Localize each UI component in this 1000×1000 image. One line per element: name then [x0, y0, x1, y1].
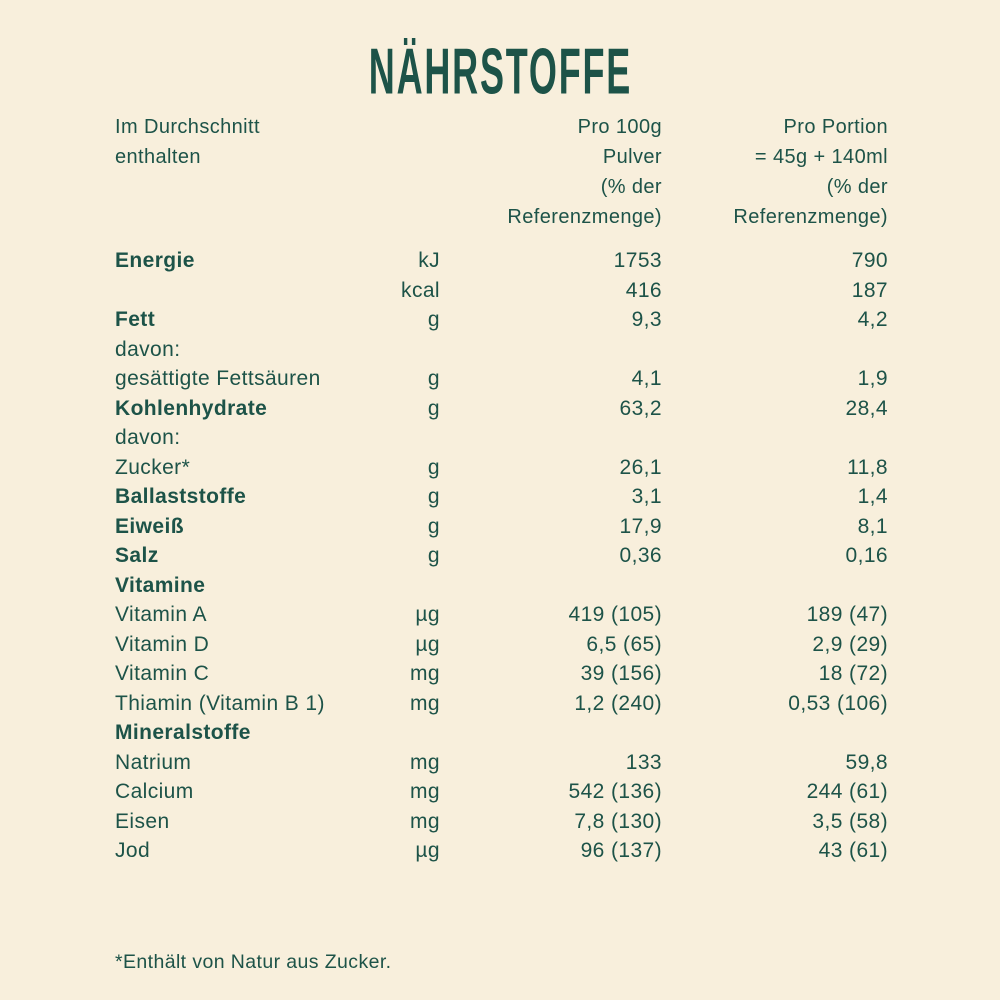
row-per100-value: 3,1 — [631, 485, 662, 508]
table-row — [115, 246, 888, 276]
row-label: Natrium — [115, 750, 192, 774]
row-portion-value: 244 (61) — [806, 780, 888, 803]
row-per100-value: 542 (136) — [568, 780, 662, 803]
row-per100-value: 96 (137) — [580, 839, 662, 862]
table-row — [115, 423, 888, 453]
table-row — [115, 276, 888, 306]
header-portion-line: Referenzmenge) — [733, 206, 888, 228]
header-unit-column — [350, 112, 440, 232]
row-per100-value — [440, 423, 662, 453]
header-portion-line: Pro Portion — [783, 116, 888, 138]
row-label: Eiweiß — [115, 514, 184, 538]
row-per100-value: 4,1 — [631, 367, 662, 390]
row-per100-value: 9,3 — [631, 308, 662, 331]
row-portion-value: 0,53 (106) — [788, 691, 888, 715]
row-portion-value: 59,8 — [845, 750, 888, 774]
sugar-footnote: *Enthält von Natur aus Zucker. — [115, 951, 392, 973]
table-row — [115, 394, 888, 424]
row-unit: µg — [415, 632, 440, 656]
row-portion-value: 28,4 — [845, 396, 888, 420]
row-portion-value — [662, 335, 888, 365]
header-portion-line: (% der — [826, 176, 888, 198]
table-row — [115, 541, 888, 571]
row-unit: g — [427, 485, 440, 508]
row-portion-value: 1,4 — [857, 485, 888, 508]
row-per100-value: 0,36 — [619, 544, 662, 567]
header-left-line: enthalten — [115, 146, 201, 168]
row-portion-value — [662, 423, 888, 453]
row-unit: g — [427, 367, 440, 390]
section-label: Mineralstoffe — [115, 721, 251, 744]
row-label: Vitamin C — [115, 662, 210, 685]
table-row — [115, 335, 888, 365]
row-unit — [350, 423, 440, 453]
row-portion-value: 8,1 — [857, 514, 888, 538]
row-label: Zucker* — [115, 455, 191, 479]
row-per100-value — [440, 718, 662, 748]
nutrition-table — [115, 246, 888, 866]
header-left-line: Im Durchschnitt — [115, 116, 260, 138]
table-row — [115, 305, 888, 335]
row-label: Salz — [115, 544, 159, 567]
header-left-column — [115, 112, 350, 232]
row-portion-value: 43 (61) — [818, 839, 888, 862]
row-unit — [350, 335, 440, 365]
page-title: NÄHRSTOFFE — [368, 35, 632, 108]
row-per100-value: 419 (105) — [568, 603, 662, 626]
row-portion-value: 0,16 — [845, 544, 888, 567]
row-portion-value — [662, 571, 888, 601]
header-portion-column — [662, 112, 888, 232]
row-unit: mg — [410, 809, 440, 833]
row-portion-value: 11,8 — [847, 455, 888, 479]
section-row-minerals — [115, 718, 888, 748]
table-row — [115, 777, 888, 807]
table-row — [115, 600, 888, 630]
row-unit: mg — [410, 780, 440, 803]
section-row-vitamins — [115, 571, 888, 601]
row-per100-value: 63,2 — [619, 396, 662, 420]
row-label: Vitamin A — [115, 603, 207, 626]
row-per100-value: 6,5 (65) — [586, 632, 662, 656]
row-unit: kJ — [418, 249, 440, 272]
header-per100-line: Referenzmenge) — [507, 206, 662, 228]
row-unit: µg — [415, 603, 440, 626]
row-label — [115, 276, 350, 306]
row-label: Energie — [115, 249, 195, 272]
row-portion-value: 3,5 (58) — [812, 809, 888, 833]
row-label: Ballaststoffe — [115, 485, 247, 508]
header-per100-line: (% der — [600, 176, 662, 198]
header-per100-column — [440, 112, 662, 232]
row-unit: mg — [410, 691, 440, 715]
table-row — [115, 512, 888, 542]
row-label: Vitamin D — [115, 632, 210, 656]
row-per100-value: 7,8 (130) — [574, 809, 662, 833]
row-label: Calcium — [115, 780, 194, 803]
row-label: Fett — [115, 308, 156, 331]
row-label: davon: — [115, 337, 181, 361]
row-label: Eisen — [115, 809, 170, 833]
row-unit: g — [427, 396, 440, 420]
header-portion-line: = 45g + 140ml — [754, 146, 888, 168]
row-label: Thiamin (Vitamin B 1) — [115, 691, 325, 715]
row-per100-value: 39 (156) — [580, 662, 662, 685]
row-portion-value — [662, 718, 888, 748]
row-per100-value: 133 — [625, 750, 662, 774]
row-portion-value: 1,9 — [857, 367, 888, 390]
table-header — [115, 112, 888, 232]
row-unit: mg — [410, 662, 440, 685]
table-row — [115, 689, 888, 719]
header-per100-line: Pulver — [602, 146, 662, 168]
row-unit: mg — [410, 750, 440, 774]
row-per100-value: 416 — [625, 278, 662, 302]
row-per100-value: 26,1 — [619, 455, 662, 479]
row-label: gesättigte Fettsäuren — [115, 367, 321, 390]
row-portion-value: 790 — [851, 249, 888, 272]
row-label: Jod — [115, 839, 151, 862]
table-row — [115, 630, 888, 660]
row-unit — [350, 571, 440, 601]
row-portion-value: 187 — [851, 278, 888, 302]
table-row — [115, 807, 888, 837]
row-per100-value — [440, 335, 662, 365]
section-label: Vitamine — [115, 573, 206, 597]
table-row — [115, 748, 888, 778]
row-portion-value: 18 (72) — [818, 662, 888, 685]
row-portion-value: 4,2 — [857, 308, 888, 331]
header-per100-line: Pro 100g — [577, 116, 662, 138]
table-row — [115, 482, 888, 512]
row-per100-value: 17,9 — [619, 514, 662, 538]
row-portion-value: 189 (47) — [806, 603, 888, 626]
row-unit: g — [427, 455, 440, 479]
table-row — [115, 659, 888, 689]
row-unit: µg — [415, 839, 440, 862]
table-row — [115, 364, 888, 394]
row-label: davon: — [115, 426, 181, 449]
row-portion-value: 2,9 (29) — [812, 632, 888, 656]
row-unit — [350, 718, 440, 748]
table-row — [115, 453, 888, 483]
row-label: Kohlenhydrate — [115, 396, 268, 420]
row-unit: kcal — [401, 278, 440, 302]
row-unit: g — [427, 308, 440, 331]
row-unit: g — [427, 514, 440, 538]
table-row — [115, 836, 888, 866]
nutrition-panel-header — [0, 34, 1000, 108]
row-per100-value: 1753 — [613, 249, 662, 272]
row-unit: g — [427, 544, 440, 567]
row-per100-value — [440, 571, 662, 601]
row-per100-value: 1,2 (240) — [574, 691, 662, 715]
